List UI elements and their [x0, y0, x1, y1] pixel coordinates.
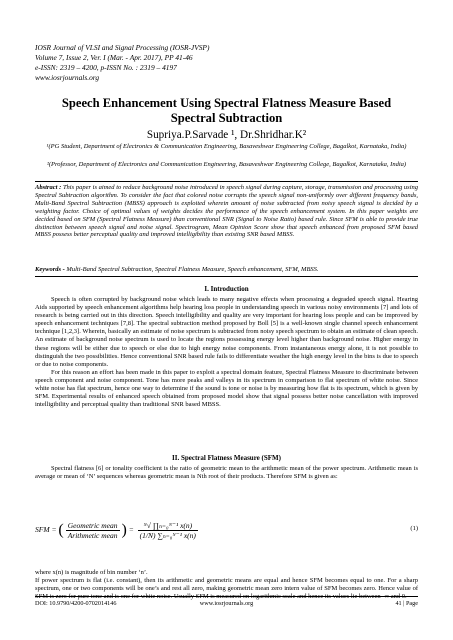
- journal-header: [35, 43, 209, 83]
- footer-doi: DOI: 10.9790/4200-0702014146: [35, 600, 117, 607]
- keywords-label: Keywords -: [35, 266, 65, 273]
- section-1-heading: I. Introduction: [204, 285, 249, 293]
- equation-1: SFM = ( $\frac{\text{Geometric mean}}{\text{Arithmetic mean}}$ ) = $\frac{\text{ᴺ√ ∏ₙ₌₀ᴺ⁻¹ x(n)}}{\text{(1/N) ∑ₙ₌₀ᴺ⁻¹ x(n)}}$ (1): [35, 521, 418, 540]
- journal-website: www.iosrjournals.org: [35, 73, 100, 82]
- paper-title: Speech Enhancement Using Spectral Flatness Measure Based Spectral Subtraction: [61, 96, 392, 125]
- abstract: [35, 184, 418, 239]
- footer-page-number: 41 | Page: [395, 600, 418, 607]
- equation-denominator-1: Arithmetic mean: [67, 531, 118, 540]
- section-1-paragraph-1: Speech is often corrupted by background noise which leads to many negative effects when processing a degraded speech signal. Hearing Aids supported by speech enhancement algorithms help hearing loss people in understanding speech in various noisy environments [7] and lots of research is being carried out in this direction. Speech intelligibility and quality are very important for hearing loss people and can be improved by speech enhancement techniques [7,8]. The spectral subtraction method proposed by Boll [5] is a well-known single channel speech enhancement technique [1,2,3]. Wherein, basically an estimate of noise spectrum is subtracted from noisy speech spectrum to obtain an estimate of clean speech. An estimate of background noise spectrum is used to locate the regions possessing energy level higher than background noise. Higher energy in these regions will be either due to speech or else due to high energy noise components. From instantaneous energy alone, it is not possible to distinguish the two possibilities. Hence conventional SNR based rule fails to differentiate weather the high energy level in the bins is due to speech or due to noise components.: [35, 296, 418, 368]
- keywords-text: Multi-Band Spectral Subtraction, Spectral Flatness Measure, Speech enhancement, SFM, MBSS.: [66, 266, 319, 273]
- footer-website: www.iosrjournals.org: [199, 600, 254, 607]
- affiliation-2: ²(Professor, Department of Electronics and Communication Engineering, Basaveshwar Engineering College, Bagalkot, Karnataka, India): [46, 161, 407, 168]
- section-1-paragraph-2: For this reason an effort has been made in this paper to exploit a spectral domain feature, Spectral Flatness Measure to discriminate between speech component and noise component. Tone has more peaks and valleys in its spectrum in comparison to flat spectrum of white noise. Since white noise has flat spectrum, hence one way to determine if the sound is tone or noise is by measuring how flat is its spectrum, which is given by SFM. Experimental results of enhanced speech obtained from proposed model show that signal possess better noise cancellation with improved intelligibility and perceptual quality than traditional SNR based MBSS.: [35, 368, 418, 409]
- affiliation-1: ¹(PG Student, Department of Electronics & Communication Engineering, Basaveshwar Engineering College, Bagalkot, Karnataka, India): [46, 143, 407, 150]
- section-2-paragraph-2: where x(n) is magnitude of bin number ‘n’.: [35, 569, 148, 576]
- section-2-intro: [35, 465, 418, 481]
- section-2-heading: II. Spectral Flatness Measure (SFM): [172, 454, 281, 462]
- journal-name: IOSR Journal of VLSI and Signal Processing (IOSR-JVSP): [35, 43, 210, 52]
- section-2-paragraph-1: Spectral flatness [6] or tonality coefficient is the ratio of geometric mean to the arithmetic mean of the power spectrum. Arithmetic mean is average or mean of ‘N’ sequences whereas geometric mean is Nth root of their products. Therefore SFM is given as:: [35, 465, 418, 481]
- keywords: [35, 266, 418, 274]
- section-2-paragraph-3: If power spectrum is flat (i.e. constant), then its arithmetic and geometric means are equal and hence SFM becomes equal to one. For a sharp spectrum, one or two components will be one’s and rest all zero, making geometric mean zero intern value of SFM becomes zero. Hence value of SFM is zero for pure tone and is one for white noise. Usually SFM is measured on logarithmic scale and hence its values lie between -∞ and 0.: [35, 577, 418, 601]
- equation-lhs: SFM =: [35, 525, 57, 535]
- abstract-label: Abstract :: [35, 184, 62, 191]
- abstract-top-rule: [35, 181, 418, 182]
- journal-volume: Volume 7, Issue 2, Ver. I (Mar. - Apr. 2017), PP 41-46: [35, 53, 193, 62]
- equation-denominator-2: (1/N) ∑ₙ₌₀ᴺ⁻¹ x(n): [139, 531, 196, 540]
- abstract-text: This paper is aimed to reduce background noise introduced in speech signal during capture, storage, transmission and processing using Spectral Subtraction algorithm. To consider the fact that colored noise corrupts the speech signal non-uniformly over different frequency bands, Multi-Band Spectral Subtraction (MBSS) approach is exploited wherein amount of noise subtracted from noisy speech signal is decided by a weighting factor. Choice of optimal values of weights decides the performance of the speech enhancement system. In this paper weights are decided based on SFM (Spectral Flatness Measure) than conventional SNR (Signal to Noise Ratio) based rule. Since SFM is able to provide true distinction between speech signal and noise signal. Spectrogram, Mean Opinion Score show that speech enhanced from proposed SFM based MBSS possess better perceptual quality and improved intelligibility than existing SNR based MBSS.: [35, 184, 419, 239]
- equation-numerator-2: ᴺ√ ∏ₙ₌₀ᴺ⁻¹ x(n): [138, 521, 198, 531]
- footer-rule: [35, 596, 418, 597]
- authors: Supriya.P.Sarvade ¹, Dr.Shridhar.K²: [146, 129, 307, 141]
- section-1-body: [35, 296, 418, 409]
- equation-number: (1): [410, 525, 418, 532]
- abstract-bottom-rule: [35, 276, 418, 277]
- equation-numerator-1: Geometric mean: [67, 521, 118, 530]
- journal-issn: e-ISSN: 2319 – 4200, p-ISSN No. : 2319 – 4197: [35, 63, 177, 72]
